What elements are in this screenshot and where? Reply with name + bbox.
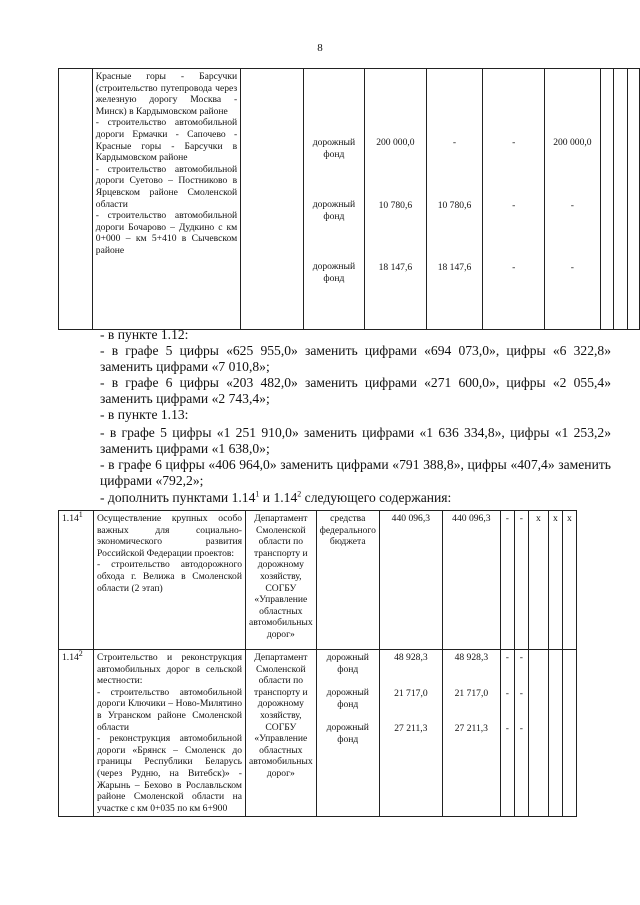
row1-description: Осуществление крупных особо важных для социально-экономического развития Российской Федерации проектов: - строительство автодорожного обхода г. Велижа в Смоленской области (2 этап) <box>94 511 246 650</box>
cont-desc-1: Красные горы - Барсучки (строительство путепровода через железную дорогу Москва - Минск) в Кардымовском районе <box>95 71 238 117</box>
row2-col8: - - - <box>514 650 528 817</box>
para-3: - в графе 6 цифры «203 482,0» заменить цифрами «271 600,0», цифры «2 055,4» заменить цифрами «2 743,4»; <box>100 375 611 406</box>
cont-col6-cell <box>426 69 483 330</box>
para-1: - в пункте 1.12: <box>100 327 189 342</box>
row1-col8: - <box>514 511 528 650</box>
cont-source-1: дорожный фонд <box>312 137 356 160</box>
cont-col8-2: - <box>570 199 574 211</box>
cont-desc-2: - строительство автомобильной дороги Ермачки - Сапочево - Красные горы - Барсучки в Кардымовском районе <box>95 117 238 164</box>
row2-col10 <box>548 650 562 817</box>
new-items-table <box>58 510 577 817</box>
row2-description: Строительство и реконструкция автомобильных дорог в сельской местности: - строительство автомобильной дороги Ключики – Ново-Милятино в Угранском районе Смоленской области - реконструкция автомобильной дороги «Брянск – Смоленск до границы Республики Беларусь (через Рудню, на Витебск)» - Жарынь – Бехово в Рославльском районе Смоленской области на участке с км 0+035 по км 6+900 <box>94 650 246 817</box>
row2-col5: 48 928,3 21 717,0 27 211,3 <box>379 650 442 817</box>
cont-source-cell <box>303 69 364 330</box>
row1-col6: 440 096,3 <box>442 511 500 650</box>
row2-num: 1.14$^2$ <box>59 650 94 817</box>
table-row <box>59 511 577 650</box>
cont-source-2: дорожный фонд <box>312 199 356 222</box>
cont-description-cell <box>92 69 240 330</box>
page-number: 8 <box>317 42 323 54</box>
cont-col7-2: - <box>512 199 516 211</box>
row1-num: 1.14$^1$ <box>59 511 94 650</box>
cont-col11-cell <box>628 69 640 330</box>
para-6: - в графе 6 цифры «406 964,0» заменить цифрами «791 388,8», цифры «407,4» заменить цифрами «792,2»; <box>100 457 611 488</box>
cont-num-cell <box>59 69 93 330</box>
cont-col7-1: - <box>512 137 516 148</box>
cont-col10-cell <box>614 69 628 330</box>
row1-col5: 440 096,3 <box>379 511 442 650</box>
row1-col11: x <box>562 511 576 650</box>
row1-col10: x <box>548 511 562 650</box>
row1-executor: Департамент Смоленской области по транспорту и дорожному хозяйству, СОГБУ «Управление областных автомобильных дорог» <box>246 511 317 650</box>
cont-col6-3: 18 147,6 <box>437 262 472 274</box>
cont-col5-2: 10 780,6 <box>378 199 413 211</box>
para-5: - в графе 5 цифры «1 251 910,0» заменить цифрами «1 636 334,8», цифры «1 253,2» заменить цифрами «1 638,0»; <box>100 425 611 456</box>
row1-col9: x <box>528 511 548 650</box>
para-7: - дополнить пунктами 1.14$^1$ и 1.14$^2$ следующего содержания: <box>100 489 452 505</box>
para-2: - в графе 5 цифры «625 955,0» заменить цифрами «694 073,0», цифры «6 322,8» заменить цифрами «7 010,8»; <box>100 343 611 374</box>
para-4: - в пункте 1.13: <box>100 407 189 422</box>
row2-executor: Департамент Смоленской области по транспорту и дорожному хозяйству, СОГБУ «Управление областных автомобильных дорог» <box>246 650 317 817</box>
cont-col5-1: 200 000,0 <box>376 137 415 148</box>
row1-col7: - <box>500 511 514 650</box>
cont-col8-cell <box>545 69 601 330</box>
cont-col8-1: 200 000,0 <box>553 137 592 148</box>
cont-col9-cell <box>600 69 614 330</box>
row2-col11 <box>562 650 576 817</box>
cont-desc-4: - строительство автомобильной дороги Бочарово – Дудкино с км 0+000 – км 5+410 в Сычевском районе <box>95 210 238 256</box>
cont-col5-3: 18 147,6 <box>378 262 413 274</box>
cont-col6-1: - <box>452 137 457 148</box>
cont-source-3: дорожный фонд <box>312 261 356 284</box>
cont-col6-2: 10 780,6 <box>437 199 472 211</box>
row2-col6: 48 928,3 21 717,0 27 211,3 <box>442 650 500 817</box>
row2-col7: - - - <box>500 650 514 817</box>
cont-col8-3: - <box>570 262 574 274</box>
cont-executor-cell <box>241 69 303 330</box>
cont-col7-cell <box>483 69 545 330</box>
cont-col5-cell <box>365 69 427 330</box>
cont-col7-3: - <box>512 262 516 274</box>
row2-source: дорожный фонд дорожный фонд дорожный фонд <box>316 650 379 817</box>
cont-desc-3: - строительство автомобильной дороги Суетово – Постниково в Ярцевском районе Смоленской области <box>95 163 238 210</box>
table-row <box>59 650 577 817</box>
row2-col9 <box>528 650 548 817</box>
row1-source: средства федерального бюджета <box>316 511 379 650</box>
continuation-table <box>58 68 640 330</box>
